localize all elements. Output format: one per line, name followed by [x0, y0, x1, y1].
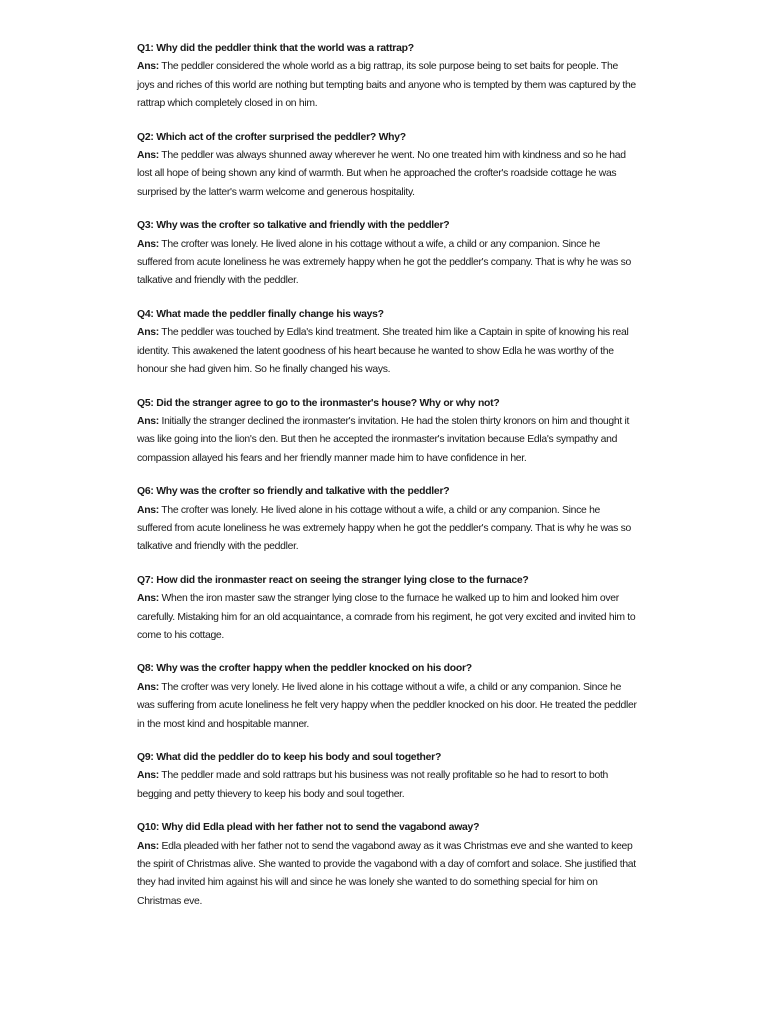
question-9: Q9: What did the peddler do to keep his body and soul together? [137, 752, 442, 763]
question-10: Q10: Why did Edla plead with her father not to send the vagabond away? [137, 822, 480, 834]
qa-item-1 [137, 40, 637, 114]
question-1: Q1: Why did the peddler think that the world was a rattrap? [137, 43, 414, 54]
question-7: Q7: How did the ironmaster react on seeing the stranger lying close to the furnace? [137, 574, 529, 586]
answer-9 [137, 767, 637, 804]
answer-text: The peddler was touched by Edla's kind treatment. She treated him like a Captain in spite of knowing his real identity. This awakened the latent goodness of his heart because he wanted to show Edla he was worthy of the honour she had given him. So he finally changed his ways. [137, 327, 629, 376]
answer-text: The peddler considered the whole world as a big rattrap, its sole purpose being to set baits for people. The joys and riches of this world are nothing but tempting baits and anyone who is tempted by them was captured by the rattrap which completely closed in on him. [137, 61, 636, 110]
question-4: Q4: What made the peddler finally change his ways? [137, 308, 384, 320]
answer-label: Ans: [137, 681, 159, 693]
qa-item-9 [137, 749, 637, 804]
answer-label: Ans: [137, 238, 159, 250]
answer-label: Ans: [137, 840, 159, 852]
answer-label: Ans: [137, 327, 159, 339]
question-6: Q6: Why was the crofter so friendly and talkative with the peddler? [137, 486, 450, 498]
qa-item-8 [137, 660, 637, 734]
answer-label: Ans: [137, 770, 159, 782]
question-5: Q5: Did the stranger agree to go to the ironmaster's house? Why or why not? [137, 397, 500, 409]
qa-item-7 [137, 572, 637, 646]
answer-label: Ans: [137, 415, 159, 427]
answer-6 [137, 502, 637, 557]
answer-text: The peddler made and sold rattraps but his business was not really profitable so he had to resort to both begging and petty thievery to keep his body and soul together. [137, 770, 609, 800]
qa-document [137, 40, 637, 926]
answer-label: Ans: [137, 593, 159, 605]
qa-item-6 [137, 483, 637, 557]
answer-7 [137, 590, 637, 645]
qa-item-2 [137, 129, 637, 203]
answer-text: Edla pleaded with her father not to send the vagabond away as it was Christmas eve and she wanted to keep the spirit of Christmas alive. She wanted to provide the vagabond with a day of comfort and solace. She justified that they had invited him against his will and since he was lonely she wanted to do something special for him on Christmas eve. [137, 840, 636, 907]
answer-text: The crofter was lonely. He lived alone in his cottage without a wife, a child or any companion. Since he suffered from acute loneliness he was extremely happy when he got the peddler's company. That is why he was so talkative and friendly with the peddler. [137, 504, 632, 553]
answer-text: The crofter was very lonely. He lived alone in his cottage without a wife, a child or any companion. Since he was suffering from acute loneliness he felt very happy when the peddler knocked on his door. He treated the peddler in the most kind and hospitable manner. [137, 681, 637, 730]
answer-4 [137, 324, 637, 379]
question-2: Q2: Which act of the crofter surprised the peddler? Why? [137, 131, 406, 143]
question-3: Q3: Why was the crofter so talkative and friendly with the peddler? [137, 220, 450, 232]
answer-2 [137, 147, 637, 202]
qa-item-3 [137, 217, 637, 291]
answer-5 [137, 413, 637, 468]
answer-text: Initially the stranger declined the ironmaster's invitation. He had the stolen thirty kronors on him and thought it was like going into the lion's den. But then he accepted the ironmaster's invitation because Edla's sympathy and compassion allayed his fears and her friendly manner made him to have confidence in her. [137, 415, 630, 464]
answer-label: Ans: [137, 504, 159, 516]
answer-label: Ans: [137, 61, 159, 73]
qa-item-5 [137, 395, 637, 469]
answer-text: The crofter was lonely. He lived alone in his cottage without a wife, a child or any companion. Since he suffered from acute loneliness he was extremely happy when he got the peddler's company. That is why he was so talkative and friendly with the peddler. [137, 238, 632, 287]
answer-text: When the iron master saw the stranger lying close to the furnace he walked up to him and looked him over carefully. Mistaking him for an old acquaintance, a comrade from his regiment, he got very excited and invited him to come to his cottage. [137, 593, 636, 641]
answer-10 [137, 838, 637, 912]
answer-8 [137, 679, 637, 734]
answer-label: Ans: [137, 150, 159, 162]
qa-item-4 [137, 306, 637, 380]
answer-text: The peddler was always shunned away wherever he went. No one treated him with kindness and so he had lost all hope of being shown any kind of warmth. But when he approached the crofter's roadside cottage he was surprised by the latter's warm welcome and generous hospitality. [137, 150, 626, 198]
question-8: Q8: Why was the crofter happy when the peddler knocked on his door? [137, 663, 472, 675]
answer-1 [137, 58, 637, 113]
answer-3 [137, 236, 637, 291]
qa-item-10 [137, 819, 637, 911]
